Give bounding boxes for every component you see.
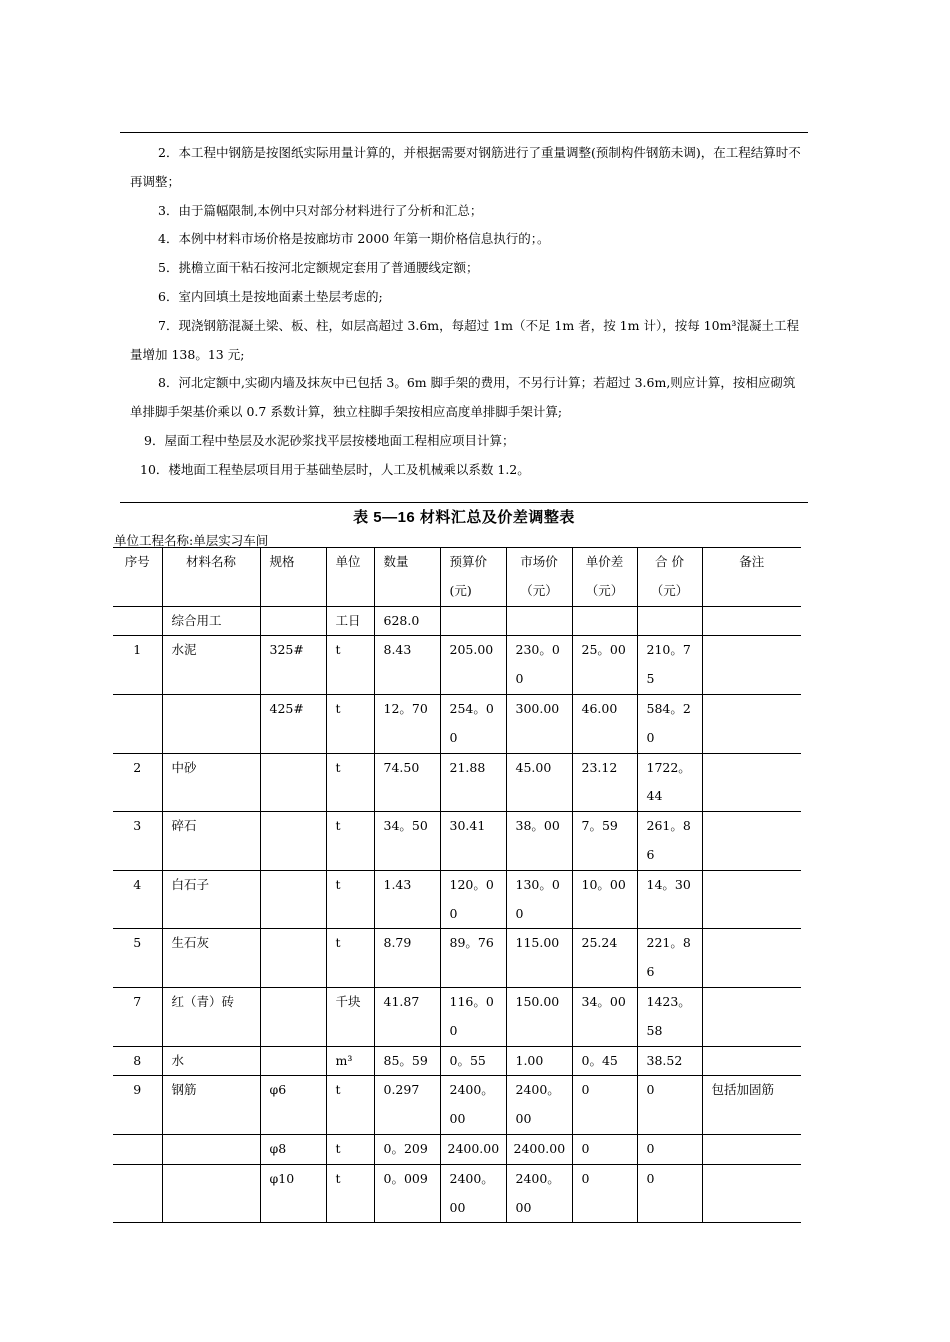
col-header-unit-diff: 单价差 （元）	[572, 548, 637, 607]
cell-budget-price	[440, 606, 506, 636]
cell-unit: t	[326, 753, 374, 812]
cell-market-price: 2400。00	[506, 1164, 572, 1223]
cell-total: 0	[637, 1164, 702, 1223]
cell-unit-diff: 46.00	[572, 694, 637, 753]
table-header-row	[113, 548, 801, 607]
top-rule	[120, 132, 808, 133]
table-row	[113, 606, 801, 636]
cell-name: 中砂	[162, 753, 260, 812]
cell-no: 4	[113, 870, 162, 929]
cell-qty: 74.50	[374, 753, 440, 812]
cell-name: 水	[162, 1046, 260, 1076]
cell-no	[113, 606, 162, 636]
cell-unit: t	[326, 929, 374, 988]
table-top-rule	[120, 502, 808, 503]
cell-no	[113, 1164, 162, 1223]
col-header-budget-price: 预算价 (元)	[440, 548, 506, 607]
cell-spec	[260, 987, 326, 1046]
cell-unit-diff: 0	[572, 1164, 637, 1223]
cell-qty: 628.0	[374, 606, 440, 636]
cell-unit-diff: 0	[572, 1134, 637, 1164]
cell-market-price	[506, 606, 572, 636]
cell-remark	[702, 636, 801, 695]
cell-qty: 8.43	[374, 636, 440, 695]
cell-remark	[702, 929, 801, 988]
cell-name: 钢筋	[162, 1076, 260, 1135]
table-title: 表 5—16 材料汇总及价差调整表	[353, 509, 575, 526]
cell-no: 1	[113, 636, 162, 695]
table-row	[113, 812, 801, 871]
cell-spec: φ10	[260, 1164, 326, 1223]
cell-market-price: 130。00	[506, 870, 572, 929]
cell-unit-diff: 10。00	[572, 870, 637, 929]
table-row	[113, 753, 801, 812]
cell-spec	[260, 929, 326, 988]
col-header-unit: 单位	[326, 548, 374, 607]
cell-spec	[260, 812, 326, 871]
cell-remark	[702, 1046, 801, 1076]
col-header-remark: 备注	[702, 548, 801, 607]
cell-market-price: 2400。00	[506, 1076, 572, 1135]
table-row	[113, 1134, 801, 1164]
cell-name: 水泥	[162, 636, 260, 695]
table-row	[113, 1164, 801, 1223]
cell-market-price: 1.00	[506, 1046, 572, 1076]
cell-qty: 41.87	[374, 987, 440, 1046]
table-row	[113, 1046, 801, 1076]
cell-unit-diff: 23.12	[572, 753, 637, 812]
col-header-total: 合 价 （元）	[637, 548, 702, 607]
cell-budget-price: 2400。00	[440, 1164, 506, 1223]
cell-unit: t	[326, 870, 374, 929]
cell-total: 0	[637, 1134, 702, 1164]
note-item: 6．室内回填土是按地面素土垫层考虑的;	[158, 288, 383, 304]
cell-total: 38.52	[637, 1046, 702, 1076]
notes-section	[130, 139, 802, 485]
cell-spec	[260, 870, 326, 929]
cell-qty: 1.43	[374, 870, 440, 929]
cell-name: 红（青）砖	[162, 987, 260, 1046]
cell-unit: m³	[326, 1046, 374, 1076]
cell-market-price: 2400.00	[506, 1134, 572, 1164]
cell-unit: t	[326, 1134, 374, 1164]
cell-total: 261。86	[637, 812, 702, 871]
note-item: 2．本工程中钢筋是按图纸实际用量计算的，并根据需要对钢筋进行了重量调整(预制构件钢筋未调)，在工程结算时不再调整；	[130, 145, 801, 189]
cell-unit-diff: 0	[572, 1076, 637, 1135]
col-header-qty: 数量	[374, 548, 440, 607]
cell-no: 2	[113, 753, 162, 812]
cell-name: 生石灰	[162, 929, 260, 988]
cell-budget-price: 0。55	[440, 1046, 506, 1076]
cell-qty: 0。009	[374, 1164, 440, 1223]
cell-total: 14。30	[637, 870, 702, 929]
cell-total: 1722。44	[637, 753, 702, 812]
cell-budget-price: 2400。00	[440, 1076, 506, 1135]
cell-unit: t	[326, 812, 374, 871]
cell-spec: φ6	[260, 1076, 326, 1135]
table-row	[113, 870, 801, 929]
cell-spec	[260, 1046, 326, 1076]
cell-budget-price: 2400.00	[440, 1134, 506, 1164]
table-row	[113, 1076, 801, 1135]
cell-budget-price: 120。00	[440, 870, 506, 929]
cell-no: 8	[113, 1046, 162, 1076]
cell-name	[162, 694, 260, 753]
materials-table	[113, 547, 801, 1223]
cell-unit-diff: 34。00	[572, 987, 637, 1046]
cell-unit: t	[326, 636, 374, 695]
cell-remark	[702, 987, 801, 1046]
cell-remark: 包括加固筋	[702, 1076, 801, 1135]
table-row	[113, 694, 801, 753]
unit-project-name: 单位工程名称:单层实习车间	[114, 533, 269, 548]
table-row	[113, 636, 801, 695]
cell-budget-price: 21.88	[440, 753, 506, 812]
cell-total: 1423。58	[637, 987, 702, 1046]
cell-unit-diff: 25。00	[572, 636, 637, 695]
note-item: 5．挑檐立面干粘石按河北定额规定套用了普通腰线定额；	[158, 260, 479, 276]
cell-budget-price: 205.00	[440, 636, 506, 695]
cell-remark	[702, 694, 801, 753]
cell-budget-price: 254。00	[440, 694, 506, 753]
cell-remark	[702, 1164, 801, 1223]
cell-qty: 0。209	[374, 1134, 440, 1164]
cell-market-price: 38。00	[506, 812, 572, 871]
note-item: 4．本例中材料市场价格是按廊坊市 2000 年第一期价格信息执行的；。	[158, 231, 550, 247]
cell-total: 0	[637, 1076, 702, 1135]
cell-qty: 85。59	[374, 1046, 440, 1076]
note-item: 7．现浇钢筋混凝土梁、板、柱，如层高超过 3.6m，每超过 1m（不足 1m 者，按 1m 计），按每 10m³混凝土工程量增加 138。13 元;	[130, 317, 799, 362]
cell-name: 碎石	[162, 812, 260, 871]
cell-unit-diff	[572, 606, 637, 636]
cell-qty: 8.79	[374, 929, 440, 988]
cell-no	[113, 1134, 162, 1164]
cell-spec	[260, 753, 326, 812]
cell-spec: φ8	[260, 1134, 326, 1164]
cell-total	[637, 606, 702, 636]
cell-unit: t	[326, 1164, 374, 1223]
col-header-market-price: 市场价 （元）	[506, 548, 572, 607]
cell-market-price: 45.00	[506, 753, 572, 812]
col-header-no: 序号	[113, 548, 162, 607]
cell-market-price: 300.00	[506, 694, 572, 753]
cell-remark	[702, 870, 801, 929]
cell-budget-price: 89。76	[440, 929, 506, 988]
cell-no: 7	[113, 987, 162, 1046]
cell-remark	[702, 606, 801, 636]
cell-unit: 工日	[326, 606, 374, 636]
col-header-name: 材料名称	[162, 548, 260, 607]
cell-qty: 12。70	[374, 694, 440, 753]
cell-market-price: 230。00	[506, 636, 572, 695]
note-item: 9．屋面工程中垫层及水泥砂浆找平层按楼地面工程相应项目计算；	[144, 432, 515, 448]
cell-market-price: 115.00	[506, 929, 572, 988]
cell-unit-diff: 0。45	[572, 1046, 637, 1076]
cell-no: 5	[113, 929, 162, 988]
cell-qty: 0.297	[374, 1076, 440, 1135]
cell-total: 221。86	[637, 929, 702, 988]
table-row	[113, 987, 801, 1046]
note-item: 3．由于篇幅限制,本例中只对部分材料进行了分析和汇总；	[158, 202, 483, 218]
cell-no: 3	[113, 812, 162, 871]
cell-budget-price: 30.41	[440, 812, 506, 871]
cell-qty: 34。50	[374, 812, 440, 871]
cell-name	[162, 1164, 260, 1223]
cell-spec: 425#	[260, 694, 326, 753]
cell-unit: t	[326, 694, 374, 753]
cell-total: 584。20	[637, 694, 702, 753]
cell-name: 白石子	[162, 870, 260, 929]
table-row	[113, 929, 801, 988]
cell-unit-diff: 25.24	[572, 929, 637, 988]
col-header-spec: 规格	[260, 548, 326, 607]
cell-unit: t	[326, 1076, 374, 1135]
cell-budget-price: 116。00	[440, 987, 506, 1046]
cell-name	[162, 1134, 260, 1164]
cell-remark	[702, 1134, 801, 1164]
cell-market-price: 150.00	[506, 987, 572, 1046]
cell-total: 210。75	[637, 636, 702, 695]
note-item: 8．河北定额中,实砌内墙及抹灰中已包括 3。6m 脚手架的费用，不另行计算；若超过 3.6m,则应计算，按相应砌筑单排脚手架基价乘以 0.7 系数计算，独立柱脚手架按相应高度单排脚手架计算;	[130, 375, 796, 420]
cell-no: 9	[113, 1076, 162, 1135]
cell-no	[113, 694, 162, 753]
cell-spec: 325#	[260, 636, 326, 695]
cell-name: 综合用工	[162, 606, 260, 636]
cell-unit: 千块	[326, 987, 374, 1046]
cell-unit-diff: 7。59	[572, 812, 637, 871]
cell-remark	[702, 812, 801, 871]
note-item: 10．楼地面工程垫层项目用于基础垫层时，人工及机械乘以系数 1.2。	[140, 461, 530, 477]
cell-remark	[702, 753, 801, 812]
cell-spec	[260, 606, 326, 636]
